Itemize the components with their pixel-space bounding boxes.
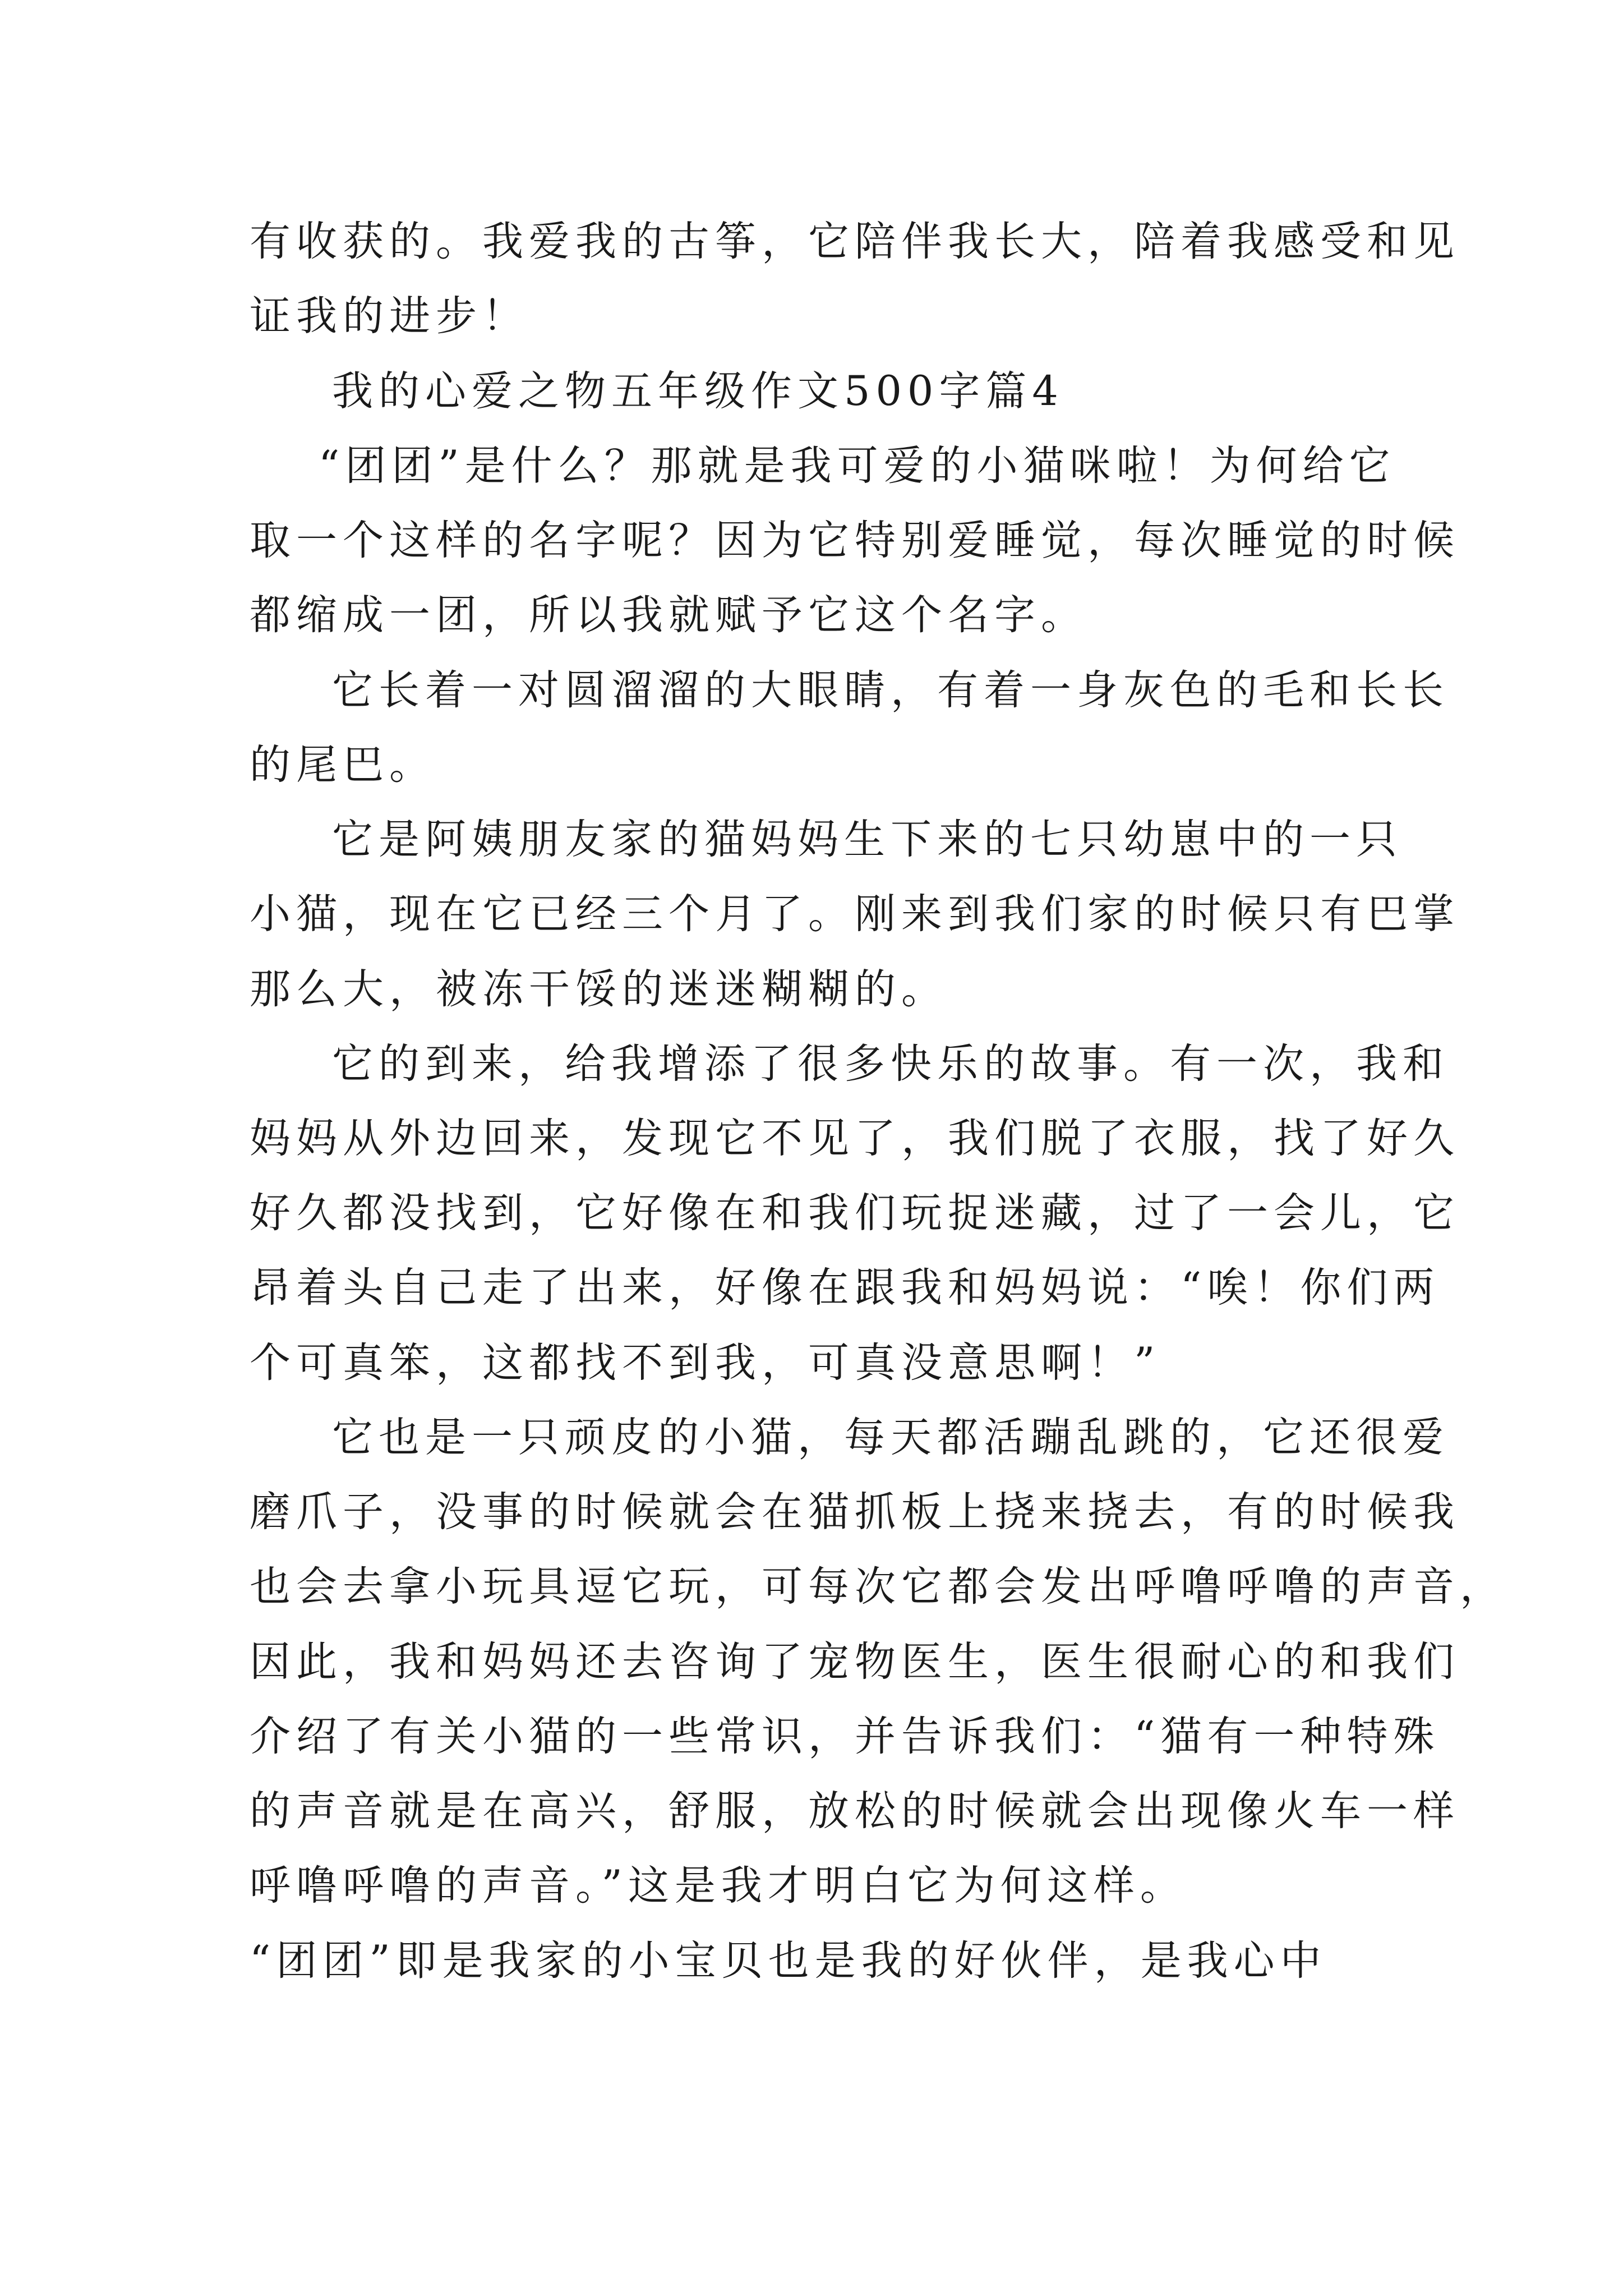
text-line: 证我的进步！ — [250, 292, 529, 340]
text-line: 小猫，现在它已经三个月了。刚来到我们家的时候只有巴掌 — [250, 890, 1460, 938]
text-line: 它也是一只顽皮的小猫，每天都活蹦乱跳的，它还很爱 — [332, 1414, 1449, 1461]
text-line: 它的到来，给我增添了很多快乐的故事。有一次，我和 — [332, 1040, 1449, 1088]
text-line: 个可真笨，这都找不到我，可真没意思啊！” — [250, 1339, 1161, 1387]
text-line: 也会去拿小玩具逗它玩，可每次它都会发出呼噜呼噜的声音， — [250, 1563, 1506, 1611]
text-line: 的声音就是在高兴，舒服，放松的时候就会出现像火车一样 — [250, 1787, 1460, 1835]
text-line: 那么大，被冻干馁的迷迷糊糊的。 — [250, 965, 948, 1013]
text-line: 呼噜呼噜的声音。”这是我才明白它为何这样。 — [250, 1862, 1187, 1910]
text-line: 磨爪子，没事的时候就会在猫抓板上挠来挠去，有的时候我 — [250, 1488, 1460, 1536]
text-line: 妈妈从外边回来，发现它不见了，我们脱了衣服，找了好久 — [250, 1115, 1460, 1162]
text-line: 它长着一对圆溜溜的大眼睛，有着一身灰色的毛和长长 — [332, 666, 1449, 714]
text-line: 因此，我和妈妈还去咨询了宠物医生，医生很耐心的和我们 — [250, 1638, 1460, 1686]
text-line: 的尾巴。 — [250, 741, 436, 789]
text-line: 昂着头自己走了出来，好像在跟我和妈妈说：“唉！你们两 — [250, 1264, 1440, 1312]
section-heading: 我的心爱之物五年级作文500字篇4 — [332, 367, 1064, 415]
text-line: 都缩成一团，所以我就赋予它这个名字。 — [250, 591, 1087, 639]
text-line: 它是阿姨朋友家的猫妈妈生下来的七只幼崽中的一只 — [332, 816, 1403, 863]
text-line: 介绍了有关小猫的一些常识，并告诉我们：“猫有一种特殊 — [250, 1713, 1440, 1760]
text-line: 好久都没找到，它好像在和我们玩捉迷藏，过了一会儿，它 — [250, 1189, 1460, 1237]
text-line: “团团”即是我家的小宝贝也是我的好伙伴，是我心中 — [250, 1937, 1327, 1985]
text-line: 取一个这样的名字呢？因为它特别爱睡觉，每次睡觉的时候 — [250, 517, 1460, 564]
text-line: “团团”是什么？那就是我可爱的小猫咪啦！为何给它 — [319, 442, 1396, 490]
text-line: 有收获的。我爱我的古筝，它陪伴我长大，陪着我感受和见 — [250, 218, 1460, 265]
